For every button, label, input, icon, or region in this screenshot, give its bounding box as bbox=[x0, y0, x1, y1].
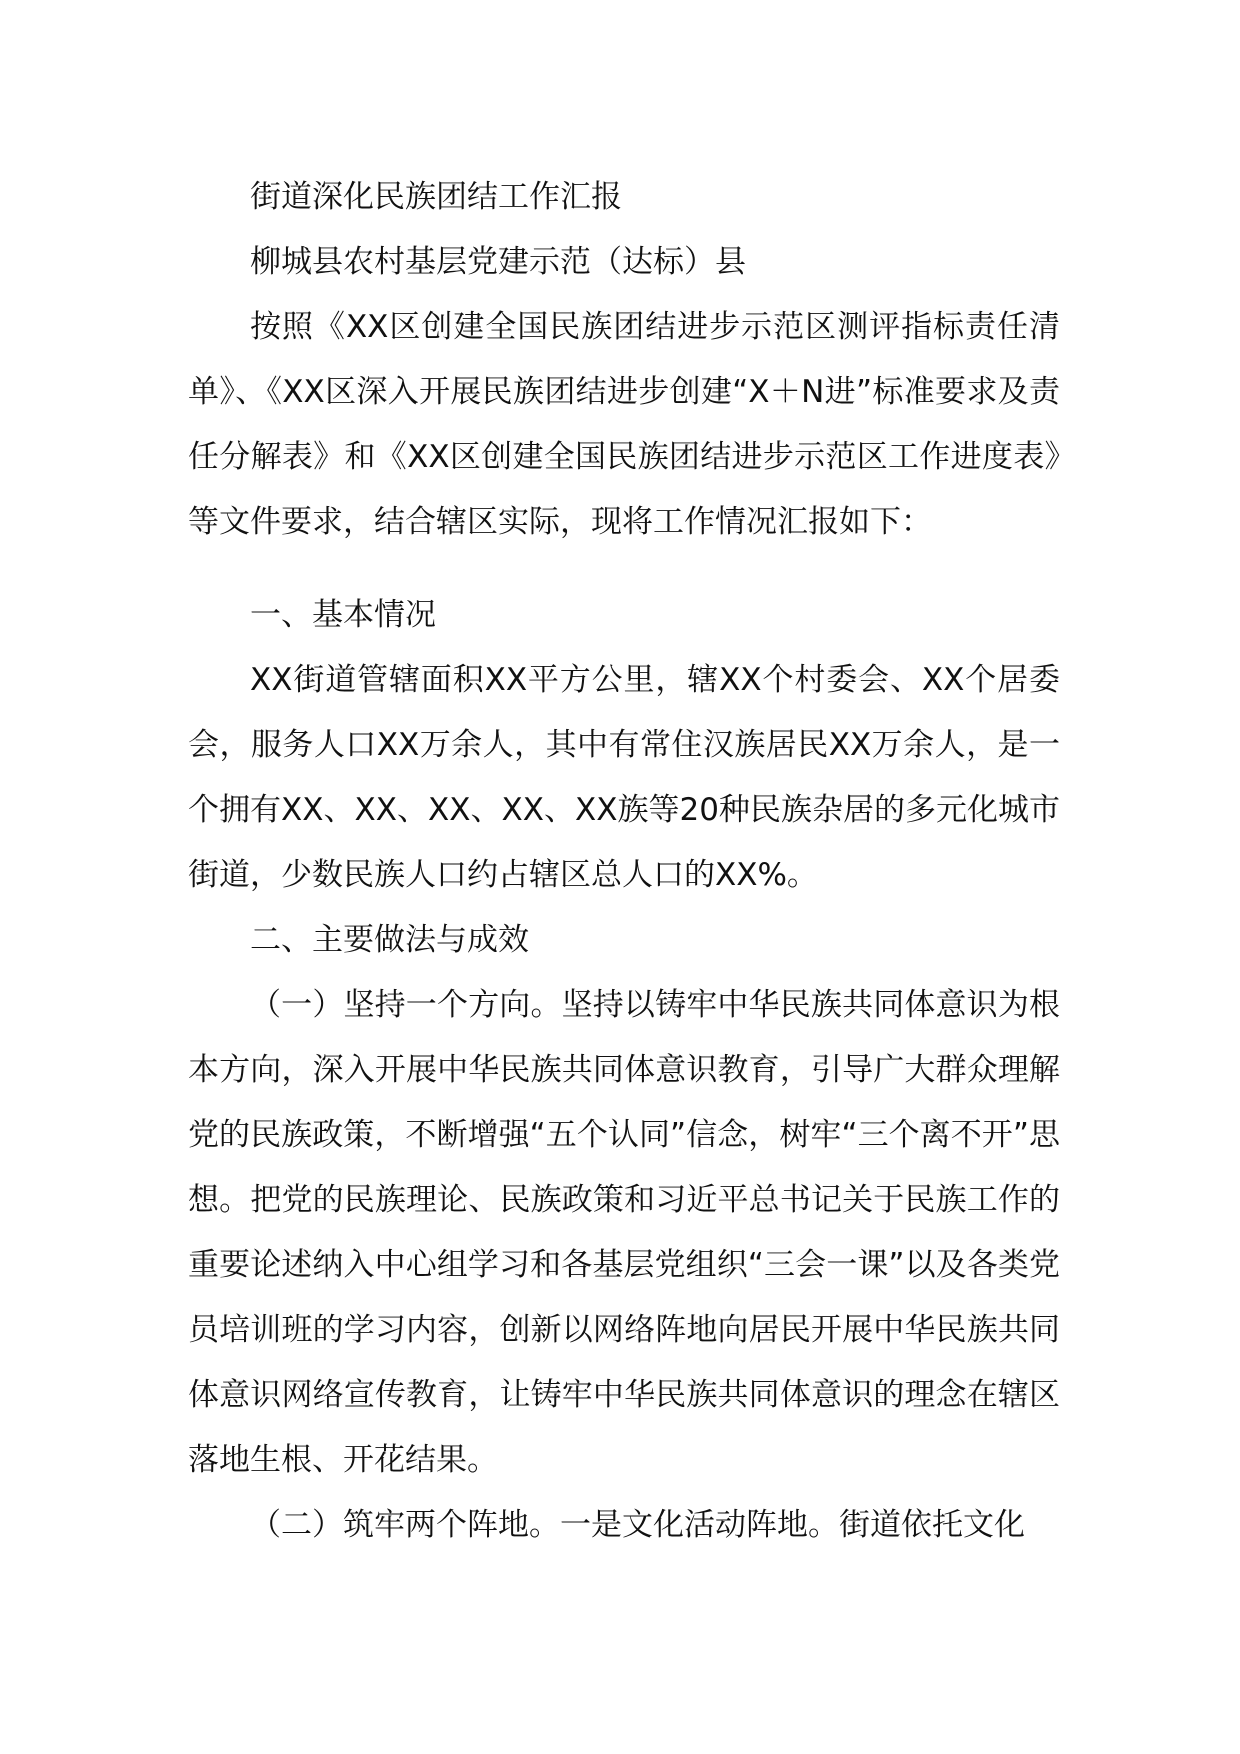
section-heading-basic: 一、基本情况 bbox=[250, 597, 436, 633]
paragraph-direction: （一）坚持一个方向。坚持以铸牢中华民族共同体意识为根本方向，深入开展中华民族共同体意识教育，引导广大群众理解党的民族政策，不断增强“五个认同”信念，树牢“三个离不开”思想。把党的民族理论、民族政策和习近平总书记关于民族工作的重要论述纳入中心组学习和各基层党组织“三会一课”以及各类党员培训班的学习内容，创新以网络阵地向居民开展中华民族共同体意识网络宣传教育，让铸牢中华民族共同体意识的理念在辖区落地生根、开花结果。 bbox=[188, 987, 1060, 1478]
document-subtitle: 柳城县农村基层党建示范（达标）县 bbox=[250, 244, 746, 280]
document-title: 街道深化民族团结工作汇报 bbox=[250, 179, 622, 215]
paragraph-intro: 按照《XX区创建全国民族团结进步示范区测评指标责任清单》、《XX区深入开展民族团结进步创建“X＋N进”标准要求及责任分解表》和《XX区创建全国民族团结进步示范区工作进度表》等文件要求，结合辖区实际，现将工作情况汇报如下： bbox=[188, 309, 1060, 540]
paragraph-basic-info: XX街道管辖面积XX平方公里，辖XX个村委会、XX个居委会，服务人口XX万余人，其中有常住汉族居民XX万余人，是一个拥有XX、XX、XX、XX、XX族等20种民族杂居的多元化城市街道，少数民族人口约占辖区总人口的XX%。 bbox=[188, 662, 1060, 893]
document-body bbox=[188, 165, 1060, 1558]
paragraph-positions: （二）筑牢两个阵地。一是文化活动阵地。街道依托文化 bbox=[250, 1507, 1025, 1543]
section-heading-main-practices: 二、主要做法与成效 bbox=[250, 922, 529, 958]
